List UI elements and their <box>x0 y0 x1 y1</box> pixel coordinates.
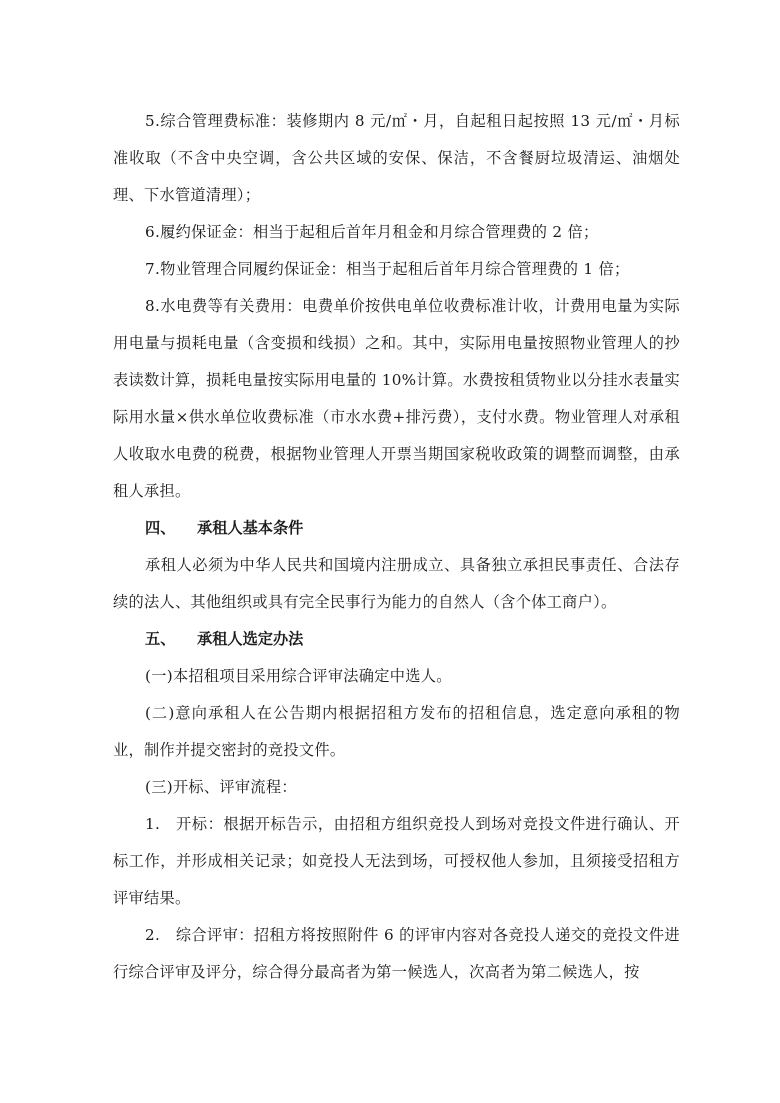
paragraph-tenant-conditions: 承租人必须为中华人民共和国境内注册成立、具备独立承担民事责任、合法存续的法人、其他组织或具有完全民事行为能力的自然人（含个体工商户）。 <box>113 556 680 611</box>
paragraph-management-fee: 5.综合管理费标准：装修期内 8 元/㎡・月，自起租日起按照 13 元/㎡・月标准收取（不含中央空调，含公共区域的安保、保洁，不含餐厨垃圾清运、油烟处理、下水管道清理）； <box>113 112 680 204</box>
section-title: 承租人选定办法 <box>197 630 304 648</box>
paragraph-performance-bond: 6.履约保证金：相当于起租后首年月租金和月综合管理费的 2 倍； <box>145 223 599 241</box>
paragraph-process-heading: (三)开标、评审流程： <box>145 778 297 796</box>
paragraph-bid-opening: 1. 开标：根据开标告示，由招租方组织竞投人到场对竞投文件进行确认、开标工作，并形成相关记录；如竞投人无法到场，可授权他人参加，且须接受招租方评审结果。 <box>113 815 680 907</box>
paragraph-evaluation-method: (一)本招租项目采用综合评审法确定中选人。 <box>145 667 452 685</box>
section-number: 五、 <box>145 630 176 648</box>
paragraph-property-contract-bond: 7.物业管理合同履约保证金：相当于起租后首年月综合管理费的 1 倍； <box>145 260 630 278</box>
section-title: 承租人基本条件 <box>197 519 304 537</box>
section-heading-selection-method <box>113 621 680 658</box>
section-heading-tenant-conditions <box>113 510 680 547</box>
paragraph-bid-submission: (二)意向承租人在公告期内根据招租方发布的招租信息，选定意向承租的物业，制作并提交密封的竞投文件。 <box>113 704 680 759</box>
paragraph-comprehensive-review: 2. 综合评审：招租方将按照附件 6 的评审内容对各竞投人递交的竞投文件进行综合评审及评分，综合得分最高者为第一候选人，次高者为第二候选人，按 <box>113 926 680 981</box>
section-number: 四、 <box>145 519 176 537</box>
paragraph-utility-fees: 8.水电费等有关费用：电费单价按供电单位收费标准计收，计费用电量为实际用电量与损耗电量（含变损和线损）之和。其中，实际用电量按照物业管理人的抄表读数计算，损耗电量按实际用电量的 10%计算。水费按租赁物业以分挂水表量实际用水量×供水单位收费标准（市水水费+排污费），支付水费。物业管理人对承租人收取水电费的税费，根据物业管理人开票当期国家税收政策的调整而调整，由承租人承担。 <box>113 297 680 500</box>
